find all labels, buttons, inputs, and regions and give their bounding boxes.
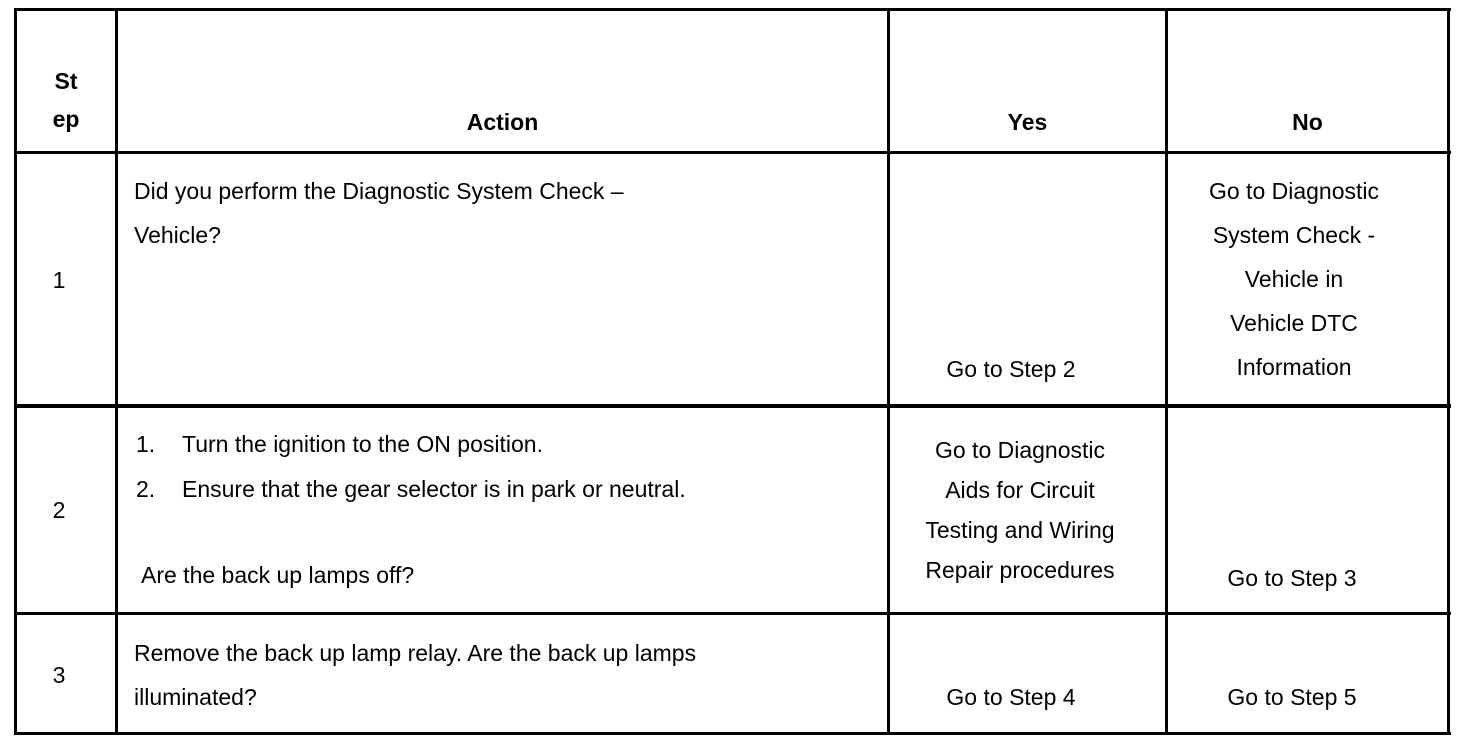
- row2-action-question: Are the back up lamps off?: [141, 562, 415, 588]
- row2-action-item1: [136, 422, 543, 466]
- row1-no-line4: Vehicle DTC: [1230, 310, 1358, 336]
- header-step-line2: ep: [52, 106, 80, 132]
- row1-no-line5: Information: [1236, 354, 1352, 380]
- table-divider-header: [14, 151, 1451, 154]
- row2-no: Go to Step 3: [1227, 565, 1357, 591]
- header-yes: Yes: [1007, 109, 1048, 135]
- row2-action-item1-text: Turn the ignition to the ON position.: [182, 431, 543, 457]
- row3-action-line2: illuminated?: [134, 684, 257, 710]
- row1-yes: Go to Step 2: [946, 356, 1076, 382]
- header-step: [17, 62, 115, 138]
- row3-step: 3: [52, 662, 66, 688]
- table-border-bottom: [14, 732, 1451, 735]
- row1-no-line1: Go to Diagnostic: [1208, 178, 1380, 204]
- row1-no-line2: System Check -: [1212, 222, 1376, 248]
- row1-action-line1: Did you perform the Diagnostic System Check –: [134, 178, 624, 204]
- header-action: Action: [466, 109, 539, 135]
- row1-action-line2: Vehicle?: [134, 222, 221, 248]
- row3-action-line1: Remove the back up lamp relay. Are the back up lamps: [134, 640, 697, 666]
- header-step-line1: St: [54, 68, 78, 94]
- row1-no: [1168, 169, 1420, 389]
- row1-action: [134, 169, 624, 257]
- row1-step: 1: [52, 267, 66, 293]
- row3-action: [134, 631, 696, 719]
- row2-step: 2: [52, 497, 66, 523]
- table-divider-row1: [14, 404, 1451, 408]
- row2-yes-line2: Aids for Circuit: [945, 477, 1095, 503]
- row2-action-item2-num: 2.: [136, 476, 156, 502]
- row3-yes: Go to Step 4: [946, 684, 1076, 710]
- header-no: No: [1292, 109, 1323, 135]
- row2-yes-line1: Go to Diagnostic: [934, 437, 1106, 463]
- row3-no: Go to Step 5: [1227, 684, 1357, 710]
- row2-action-item1-num: 1.: [136, 431, 156, 457]
- row2-action-item2-text: Ensure that the gear selector is in park or neutral.: [182, 476, 686, 502]
- table-border-right: [1447, 8, 1450, 735]
- row2-yes: [890, 430, 1150, 590]
- table-divider-row2: [14, 612, 1451, 615]
- row2-yes-line4: Repair procedures: [925, 557, 1115, 583]
- row2-yes-line3: Testing and Wiring: [925, 517, 1115, 543]
- row2-action-item2: [136, 467, 686, 511]
- table-border-top: [14, 8, 1451, 11]
- row1-no-line3: Vehicle in: [1244, 266, 1344, 292]
